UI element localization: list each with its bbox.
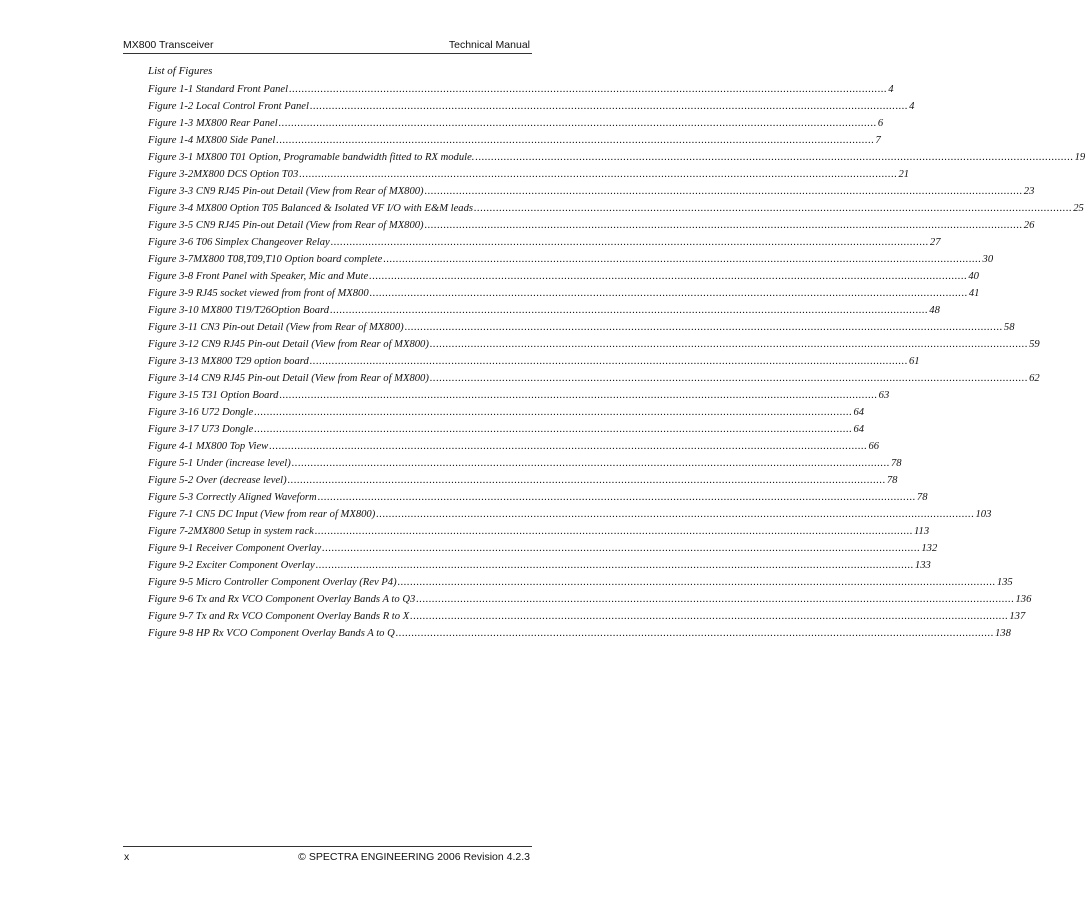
toc-entry-title: Figure 3-9 RJ45 socket viewed from front of MX800 — [148, 288, 369, 299]
toc-entry-page: 133 — [914, 560, 931, 571]
toc-dot-leader — [383, 251, 981, 268]
toc-dot-leader — [269, 438, 867, 455]
toc-heading: List of Figures — [148, 65, 213, 77]
toc-dot-leader — [254, 421, 852, 438]
toc-entry-title: Figure 1-3 MX800 Rear Panel — [148, 118, 278, 129]
toc-entry-page: 78 — [886, 475, 898, 486]
toc-dot-leader — [330, 302, 928, 319]
toc-dot-leader — [322, 540, 920, 557]
toc-entry-title: Figure 9-2 Exciter Component Overlay — [148, 560, 315, 571]
toc-dot-leader — [425, 183, 1023, 200]
toc-entry-title: Figure 9-7 Tx and Rx VCO Component Overlay Bands R to X — [148, 611, 410, 622]
toc-entry[interactable] — [148, 149, 1085, 166]
toc-entry-page: 64 — [853, 407, 865, 418]
toc-entry[interactable] — [148, 336, 1040, 353]
toc-entry-title: Figure 1-2 Local Control Front Panel — [148, 101, 309, 112]
toc-dot-leader — [376, 506, 974, 523]
toc-entry[interactable] — [148, 574, 1013, 591]
toc-entry-title: Figure 1-1 Standard Front Panel — [148, 84, 289, 95]
toc-entry-page: 138 — [994, 628, 1011, 639]
toc-dot-leader — [254, 404, 852, 421]
toc-entry[interactable] — [148, 438, 880, 455]
page-footer — [123, 846, 532, 867]
list-of-figures — [148, 63, 1085, 642]
toc-entry[interactable] — [148, 404, 865, 421]
toc-entry-title: Figure 4-1 MX800 Top View — [148, 441, 269, 452]
toc-entry-title: Figure 3-15 T31 Option Board — [148, 390, 279, 401]
toc-entry-page: 66 — [868, 441, 880, 452]
toc-dot-leader — [475, 149, 1073, 166]
toc-entry[interactable] — [148, 217, 1035, 234]
toc-entry[interactable] — [148, 200, 1084, 217]
toc-dot-leader — [289, 81, 887, 98]
toc-entry-page: 26 — [1023, 220, 1035, 231]
toc-entry[interactable] — [148, 183, 1035, 200]
toc-entry-title: Figure 9-6 Tx and Rx VCO Component Overlay Bands A to Q3 — [148, 594, 416, 605]
toc-entry-page: 103 — [975, 509, 992, 520]
toc-dot-leader — [369, 268, 967, 285]
toc-dot-leader — [416, 591, 1014, 608]
toc-entry-page: 64 — [853, 424, 865, 435]
toc-entry-page: 135 — [996, 577, 1013, 588]
toc-entry-page: 30 — [982, 254, 994, 265]
toc-entry-title: Figure 3-5 CN9 RJ45 Pin-out Detail (View from Rear of MX800) — [148, 220, 424, 231]
toc-entry-page: 27 — [929, 237, 941, 248]
toc-entry-page: 61 — [908, 356, 920, 367]
toc-dot-leader — [430, 336, 1028, 353]
toc-entry-title: Figure 3-17 U73 Dongle — [148, 424, 254, 435]
toc-entry[interactable] — [148, 353, 920, 370]
header-manual-title: Technical Manual — [448, 39, 530, 51]
toc-entry[interactable] — [148, 98, 915, 115]
toc-entry[interactable] — [148, 319, 1015, 336]
toc-dot-leader — [410, 608, 1008, 625]
toc-entry[interactable] — [148, 234, 941, 251]
toc-entry-title: Figure 5-3 Correctly Aligned Waveform — [148, 492, 317, 503]
toc-dot-leader — [430, 370, 1028, 387]
toc-entry-title: Figure 7-2MX800 Setup in system rack — [148, 526, 314, 537]
toc-entry[interactable] — [148, 472, 898, 489]
toc-entry[interactable] — [148, 166, 910, 183]
toc-entry[interactable] — [148, 506, 992, 523]
footer-page-number: x — [124, 851, 130, 863]
toc-entry[interactable] — [148, 387, 890, 404]
toc-entry[interactable] — [148, 557, 931, 574]
toc-dot-leader — [299, 166, 897, 183]
toc-dot-leader — [370, 285, 968, 302]
toc-entry-title: Figure 3-13 MX800 T29 option board — [148, 356, 309, 367]
toc-entry-page: 41 — [968, 288, 980, 299]
page-header — [123, 36, 532, 54]
toc-entry[interactable] — [148, 132, 881, 149]
toc-dot-leader — [331, 234, 929, 251]
toc-dot-leader — [405, 319, 1003, 336]
toc-entry-title: Figure 5-1 Under (increase level) — [148, 458, 291, 469]
toc-entry-title: Figure 9-5 Micro Controller Component Overlay (Rev P4) — [148, 577, 397, 588]
toc-entry-title: Figure 3-14 CN9 RJ45 Pin-out Detail (View from Rear of MX800) — [148, 373, 429, 384]
toc-entry[interactable] — [148, 268, 979, 285]
toc-entry[interactable] — [148, 625, 1011, 642]
footer-copyright: © SPECTRA ENGINEERING 2006 Revision 4.2.3 — [298, 851, 530, 863]
toc-entry[interactable] — [148, 285, 980, 302]
toc-dot-leader — [425, 217, 1023, 234]
toc-entry-title: Figure 3-11 CN3 Pin-out Detail (View from Rear of MX800) — [148, 322, 404, 333]
toc-entry-page: 63 — [878, 390, 890, 401]
toc-entry-title: Figure 3-8 Front Panel with Speaker, Mic and Mute — [148, 271, 369, 282]
toc-list — [148, 81, 1085, 642]
toc-dot-leader — [398, 574, 996, 591]
toc-entry[interactable] — [148, 421, 865, 438]
toc-entry-title: Figure 9-8 HP Rx VCO Component Overlay Bands A to Q — [148, 628, 395, 639]
toc-entry-page: 23 — [1023, 186, 1035, 197]
toc-entry-title: Figure 3-6 T06 Simplex Changeover Relay — [148, 237, 330, 248]
toc-dot-leader — [310, 98, 908, 115]
toc-entry-title: Figure 3-10 MX800 T19/T26Option Board — [148, 305, 330, 316]
toc-entry-title: Figure 9-1 Receiver Component Overlay — [148, 543, 322, 554]
toc-entry-page: 137 — [1009, 611, 1026, 622]
toc-entry-page: 78 — [916, 492, 928, 503]
toc-entry-title: Figure 1-4 MX800 Side Panel — [148, 135, 276, 146]
toc-dot-leader — [315, 523, 913, 540]
toc-entry[interactable] — [148, 540, 938, 557]
toc-dot-leader — [276, 132, 874, 149]
toc-entry-page: 58 — [1003, 322, 1015, 333]
toc-dot-leader — [310, 353, 908, 370]
toc-entry-page: 136 — [1015, 594, 1032, 605]
toc-entry-page: 62 — [1029, 373, 1040, 384]
toc-dot-leader — [288, 472, 886, 489]
toc-dot-leader — [396, 625, 994, 642]
header-product-name: MX800 Transceiver — [123, 39, 214, 51]
toc-entry-page: 6 — [877, 118, 884, 129]
toc-entry[interactable] — [148, 370, 1040, 387]
toc-dot-leader — [474, 200, 1072, 217]
toc-entry-title: Figure 3-4 MX800 Option T05 Balanced & Isolated VF I/O with E&M leads — [148, 203, 474, 214]
toc-entry-page: 4 — [909, 101, 915, 112]
toc-entry-page: 19 — [1074, 152, 1085, 163]
toc-dot-leader — [279, 387, 877, 404]
toc-dot-leader — [292, 455, 890, 472]
toc-entry-page: 7 — [875, 135, 881, 146]
toc-entry[interactable] — [148, 81, 894, 98]
toc-entry[interactable] — [148, 591, 1032, 608]
toc-entry-page: 132 — [921, 543, 938, 554]
toc-entry-page: 40 — [968, 271, 979, 282]
toc-entry[interactable] — [148, 251, 994, 268]
toc-entry-page: 25 — [1073, 203, 1084, 214]
toc-dot-leader — [318, 489, 916, 506]
toc-entry[interactable] — [148, 115, 884, 132]
toc-entry[interactable] — [148, 608, 1026, 625]
toc-entry[interactable] — [148, 489, 928, 506]
toc-entry-title: Figure 3-12 CN9 RJ45 Pin-out Detail (View from Rear of MX800) — [148, 339, 429, 350]
toc-entry-page: 78 — [890, 458, 902, 469]
toc-entry[interactable] — [148, 523, 930, 540]
toc-entry-page: 21 — [898, 169, 910, 180]
toc-dot-leader — [316, 557, 914, 574]
toc-entry-title: Figure 3-16 U72 Dongle — [148, 407, 254, 418]
toc-entry-title: Figure 3-3 CN9 RJ45 Pin-out Detail (View from Rear of MX800) — [148, 186, 424, 197]
toc-entry[interactable] — [148, 455, 902, 472]
toc-entry-title: Figure 3-7MX800 T08,T09,T10 Option board complete — [148, 254, 383, 265]
toc-entry-page: 48 — [929, 305, 940, 316]
toc-entry-page: 113 — [914, 526, 930, 537]
toc-entry-page: 4 — [888, 84, 894, 95]
toc-entry-title: Figure 5-2 Over (decrease level) — [148, 475, 287, 486]
toc-entry-title: Figure 7-1 CN5 DC Input (View from rear of MX800) — [148, 509, 376, 520]
toc-entry[interactable] — [148, 302, 940, 319]
toc-entry-title: Figure 3-1 MX800 T01 Option, Programable bandwidth fitted to RX module. — [148, 152, 475, 163]
toc-entry-page: 59 — [1029, 339, 1040, 350]
toc-entry-title: Figure 3-2MX800 DCS Option T03 — [148, 169, 299, 180]
toc-dot-leader — [279, 115, 877, 132]
